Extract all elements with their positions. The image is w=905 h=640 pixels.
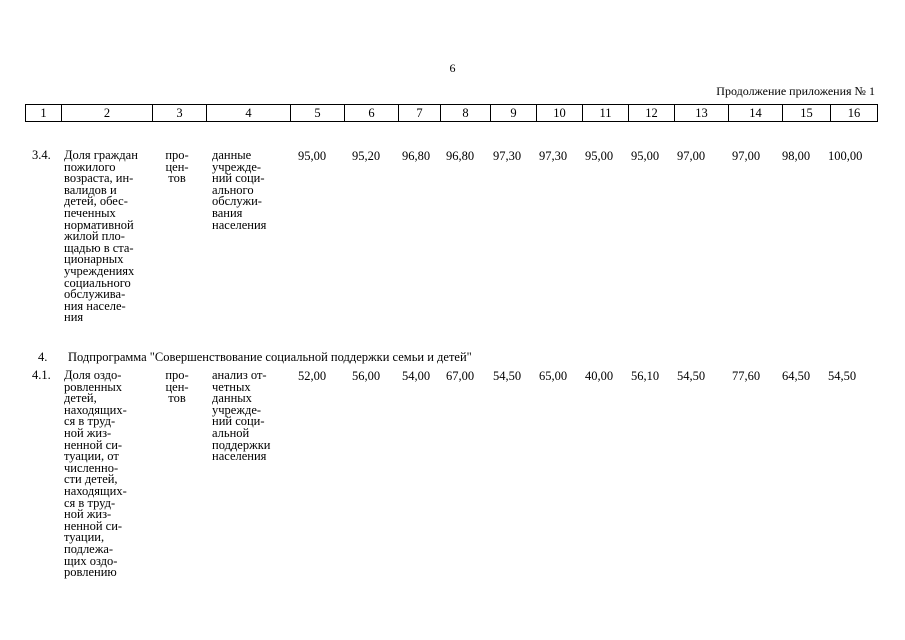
row-3-4-value: 97,00: [677, 149, 706, 163]
row-4-1-source: анализ от- четных данных учрежде- ний соци- альной поддержки населения: [212, 368, 271, 464]
row-3-4-source: данные учрежде- ний соци- ального обслужи- вания населения: [212, 148, 267, 232]
col-header-10: 10: [537, 105, 583, 122]
row-3-4-name: Доля граждан пожилого возраста, ин- валидов и детей, обес- печенных нормативной жилой пло- щадью в ста- ционарных учреждениях социального обслужива- ния населе- ния: [64, 148, 138, 325]
col-header-4: 4: [207, 105, 291, 122]
col-header-7: 7: [399, 105, 441, 122]
col-header-9: 9: [491, 105, 537, 122]
row-3-4-value: 98,00: [782, 149, 811, 163]
col-header-3: 3: [153, 105, 207, 122]
row-3-4-value: 97,00: [732, 149, 761, 163]
row-3-4-value: 100,00: [828, 149, 863, 163]
subprogram-title: Подпрограмма "Совершенствование социальной поддержки семьи и детей": [68, 350, 472, 364]
row-4-1-id: 4.1.: [32, 368, 51, 382]
col-header-14: 14: [729, 105, 783, 122]
col-header-13: 13: [675, 105, 729, 122]
row-4-1-value: 77,60: [732, 369, 761, 383]
row-4-1-value: 52,00: [298, 369, 327, 383]
col-header-11: 11: [583, 105, 629, 122]
row-4-1-value: 67,00: [446, 369, 475, 383]
col-header-6: 6: [345, 105, 399, 122]
col-header-2: 2: [62, 105, 153, 122]
row-3-4-value: 96,80: [402, 149, 431, 163]
row-3-4-value: 95,00: [298, 149, 327, 163]
row-3-4-value: 97,30: [493, 149, 522, 163]
page-number: 6: [449, 61, 456, 75]
col-header-12: 12: [629, 105, 675, 122]
row-4-1-value: 54,50: [493, 369, 522, 383]
row-3-4-unit: про- цен- тов: [165, 148, 189, 186]
row-4-1-value: 40,00: [585, 369, 614, 383]
col-header-5: 5: [291, 105, 345, 122]
row-3-4-id: 3.4.: [32, 148, 51, 162]
row-4-1-value: 54,50: [828, 369, 857, 383]
row-4-1-value: 56,10: [631, 369, 660, 383]
row-4-1-value: 54,50: [677, 369, 706, 383]
row-3-4-value: 96,80: [446, 149, 475, 163]
row-3-4-value: 95,20: [352, 149, 381, 163]
continuation-label: Продолжение приложения № 1: [716, 84, 875, 98]
col-header-1: 1: [26, 105, 62, 122]
row-3-4-value: 95,00: [631, 149, 660, 163]
row-4-1-value: 64,50: [782, 369, 811, 383]
row-4-1-name: Доля оздо- ровленных детей, находящих- ся в труд- ной жиз- ненной си- туации, от численно- сти детей, находящих- ся в труд- ной жиз- ненной си- туации, подлежа- щих оздо- ровлению: [64, 368, 127, 580]
col-header-8: 8: [441, 105, 491, 122]
subprogram-id: 4.: [38, 350, 48, 364]
row-4-1-value: 54,00: [402, 369, 431, 383]
row-4-1-value: 65,00: [539, 369, 568, 383]
row-3-4-value: 95,00: [585, 149, 614, 163]
col-header-15: 15: [783, 105, 831, 122]
column-number-header: [25, 104, 878, 122]
col-header-16: 16: [831, 105, 878, 122]
row-3-4-value: 97,30: [539, 149, 568, 163]
row-4-1-unit: про- цен- тов: [165, 368, 189, 406]
row-4-1-value: 56,00: [352, 369, 381, 383]
